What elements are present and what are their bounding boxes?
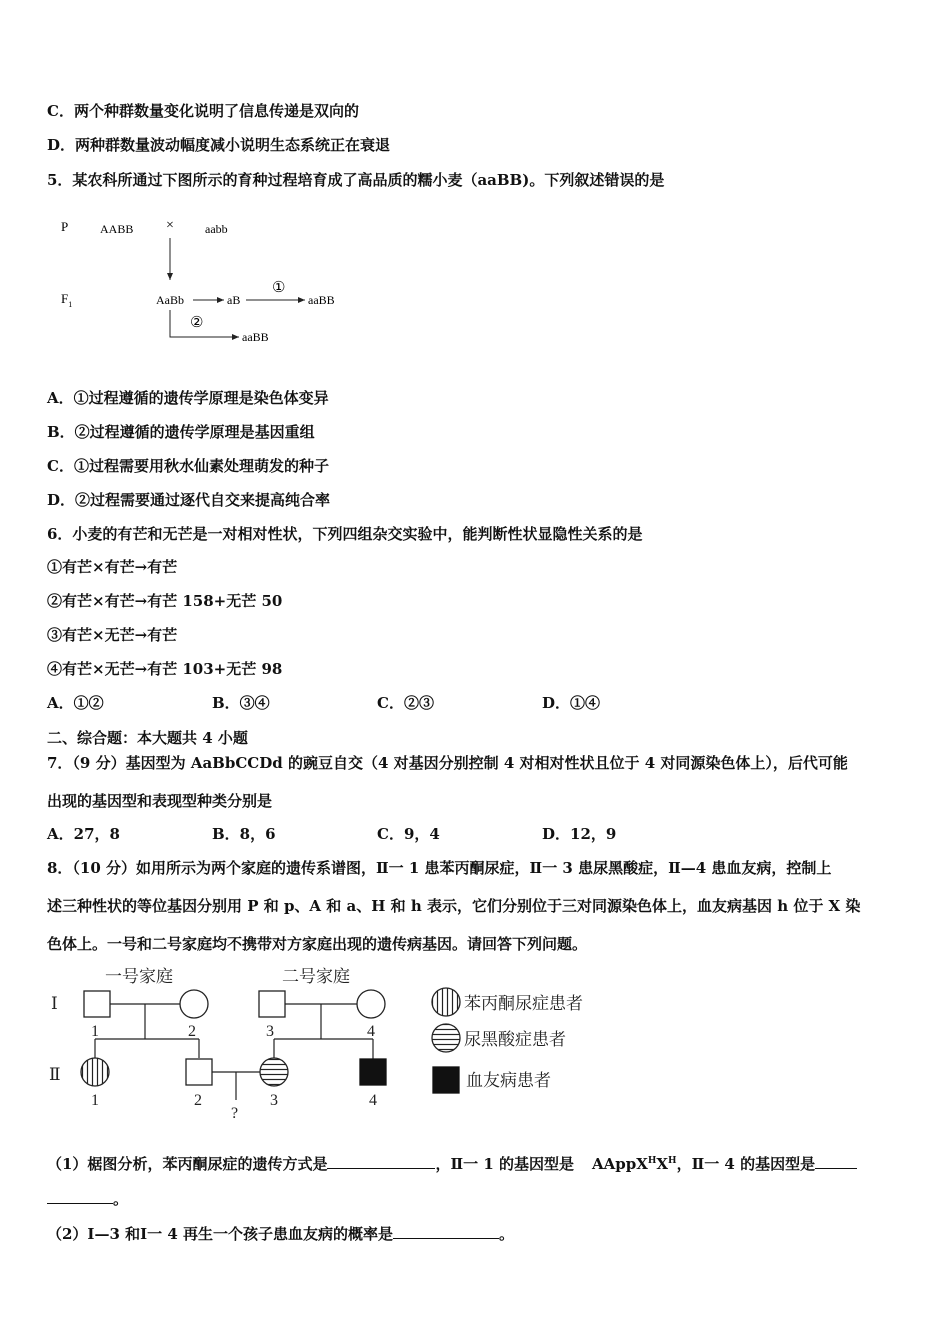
legend-pku-symbol [432,988,460,1016]
gamete-genotype: aB [227,293,241,307]
generation-p-label: P [61,219,69,234]
q5-option-c: C．①过程需要用秋水仙素处理萌发的种子 [47,457,329,475]
q8-sub-question-1 [47,1151,857,1174]
q5-option-a: A．①过程遵循的遗传学原理是染色体变异 [47,389,329,407]
q6-option-d: D．①④ [542,694,601,712]
legend-alkaptonuria-label: 尿黑酸症患者 [464,1030,566,1049]
process-1-marker: ① [272,280,286,296]
unknown-offspring-mark: ? [231,1105,239,1122]
generation-ii-label: Ⅱ [49,1065,61,1084]
legend-pku-label: 苯丙酮尿症患者 [464,994,583,1013]
q7-stem-line-2: 出现的基因型和表现型种类分别是 [47,792,273,810]
q6-item-4: ④有芒×无芒→有芒 103+无芒 98 [47,660,283,678]
process-2-marker: ② [190,315,204,331]
q6-option-b: B．③④ [212,694,270,712]
ii3-alkaptonuria-female [260,1058,288,1086]
generation-i-label: Ⅰ [51,994,58,1013]
family2-i3-male [259,991,285,1017]
ii2-male [186,1059,212,1085]
i2-number: 2 [188,1023,196,1040]
section-2-heading: 二、综合题：本大题共 4 小题 [47,729,248,747]
q6-stem: 6．小麦的有芒和无芒是一对相对性状，下列四组杂交实验中，能判断性状显隐性关系的是 [47,525,643,543]
q8-sub1-text-c: ，Ⅱ一 4 的基因型是 [676,1155,816,1173]
ii1-genotype: $AAppX^HX^H$ [591,1155,677,1173]
breeding-diagram [50,210,370,350]
process-1-result: aaBB [308,293,335,307]
q8-sub-question-1-cont [47,1187,128,1209]
q7-option-d: D．12，9 [542,825,617,843]
q8-stem-line-3: 色体上。一号和二号家庭均不携带对方家庭出现的遗传病基因。请回答下列问题。 [47,935,588,953]
answer-blank-hemophilia-probability[interactable] [393,1222,499,1239]
arrow-process-2 [170,310,239,337]
q8-stem-line-2: 述三种性状的等位基因分别用 P 和 p、A 和 a、H 和 h 表示，它们分别位于三对同源染色体上，血友病基因 h 位于 X 染 [47,897,861,915]
answer-blank-inheritance-mode[interactable] [327,1152,435,1169]
q6-item-3: ③有芒×无芒→有芒 [47,626,178,644]
pedigree-chart [45,962,605,1127]
q8-sub1-text-b: ，Ⅱ一 1 的基因型是 [435,1155,574,1173]
ii4-hemophilia-male [360,1059,386,1085]
q7-option-a: A．27，8 [47,825,120,843]
ii1-pku-female [81,1058,109,1086]
q6-option-a: A．①② [47,694,104,712]
q5-option-b: B．②过程遵循的遗传学原理是基因重组 [47,423,315,441]
q8-sub1-end: 。 [113,1190,129,1208]
q6-option-c: C．②③ [377,694,434,712]
q7-option-b: B．8，6 [212,825,276,843]
family1-i2-female [180,990,208,1018]
q5-stem: 5．某农科所通过下图所示的育种过程培育成了高品质的糯小麦（aaBB)。下列叙述错误的是 [47,171,665,189]
generation-f1-label: $F_1$ [61,291,73,309]
i4-number: 4 [367,1023,375,1040]
family-2-title: 二号家庭 [282,967,350,986]
q8-sub2-end: 。 [499,1225,515,1243]
q8-sub-question-2 [47,1222,514,1244]
q7-option-c: C．9，4 [377,825,440,843]
legend-alkaptonuria-symbol [432,1024,460,1052]
legend-hemophilia-label: 血友病患者 [466,1071,551,1090]
answer-blank-ii4-genotype-part1[interactable] [815,1152,857,1169]
q6-item-2: ②有芒×有芒→有芒 158+无芒 50 [47,592,283,610]
q4-option-d: D．两种群数量波动幅度减小说明生态系统正在衰退 [47,136,391,154]
legend-hemophilia-symbol [433,1067,459,1093]
parent-aabb-recessive: aabb [205,222,228,236]
i1-number: 1 [91,1023,99,1040]
q6-item-1: ①有芒×有芒→有芒 [47,558,178,576]
ii1-number: 1 [91,1092,99,1109]
q8-sub2-text: （2）Ⅰ—3 和Ⅰ一 4 再生一个孩子患血友病的概率是 [47,1225,394,1243]
family-1-title: 一号家庭 [105,967,173,986]
answer-blank-ii4-genotype-part2[interactable] [47,1187,113,1204]
family1-i1-male [84,991,110,1017]
parent-aabb-dominant: AABB [100,222,134,236]
ii3-number: 3 [270,1092,278,1109]
ii4-number: 4 [369,1092,377,1109]
q8-stem-line-1: 8．（10 分）如用所示为两个家庭的遗传系谱图，Ⅱ一 1 患苯丙酮尿症，Ⅱ一 3 患尿黑酸症，Ⅱ—4 患血友病，控制上 [47,859,832,877]
ii2-number: 2 [194,1092,202,1109]
q8-sub1-text-a: （1）椐图分析，苯丙酮尿症的遗传方式是 [47,1155,328,1173]
q5-option-d: D．②过程需要通过逐代自交来提高纯合率 [47,491,331,509]
cross-symbol: × [166,218,174,233]
process-2-result: aaBB [242,330,269,344]
q7-stem-line-1: 7．（9 分）基因型为 AaBbCCDd 的豌豆自交（4 对基因分别控制 4 对相对性状且位于 4 对同源染色体上），后代可能 [47,754,848,772]
f1-genotype: AaBb [156,293,184,307]
family2-i4-female [357,990,385,1018]
i3-number: 3 [266,1023,274,1040]
q4-option-c: C．两个种群数量变化说明了信息传递是双向的 [47,102,359,120]
